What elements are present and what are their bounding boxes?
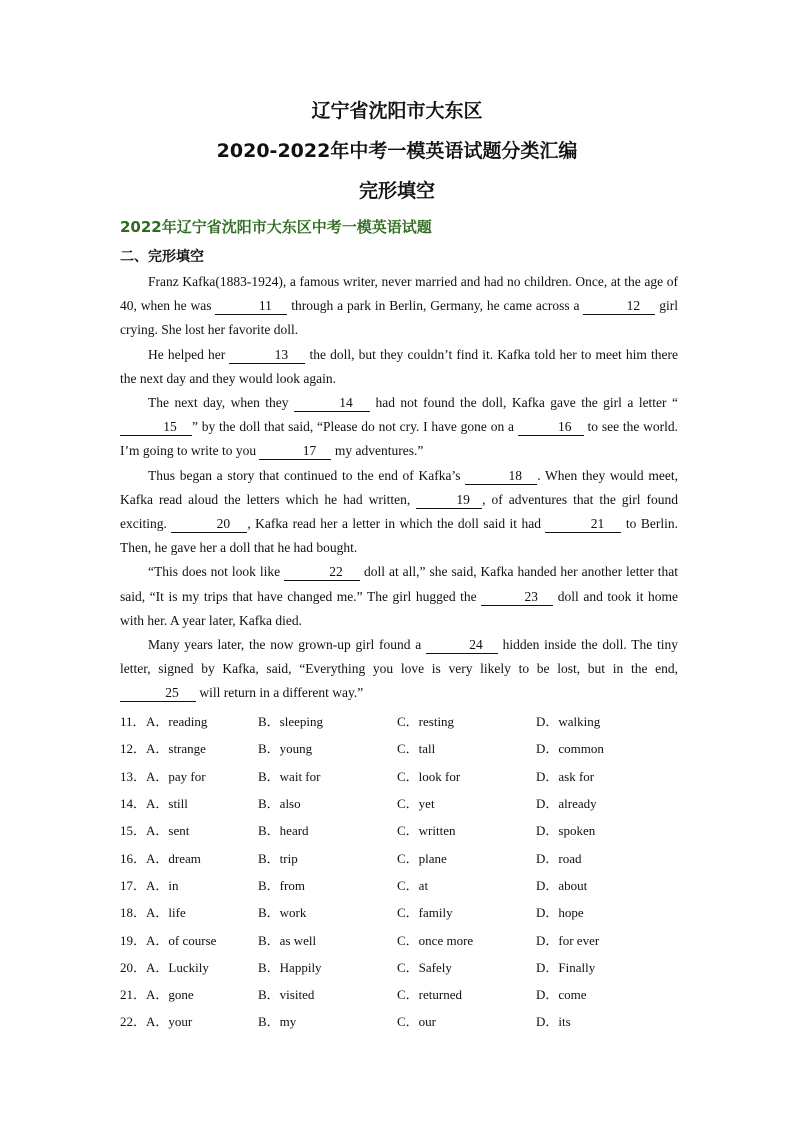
question-row xyxy=(120,953,680,980)
blank-22: 22 xyxy=(284,564,360,581)
option-d: D．for ever xyxy=(536,932,600,948)
option-d: D．about xyxy=(536,877,588,893)
question-row xyxy=(120,980,680,1007)
paragraph-1: Franz Kafka(1883-1924), a famous writer, never married and had no children. Once, at the age of 40, when he was 11 through a park in Berlin, Germany, he came across a 12 girl crying. She lost her favorite doll. xyxy=(120,274,679,338)
option-d: D．spoken xyxy=(536,823,596,839)
option-c: C．tall xyxy=(397,741,436,757)
blank-16: 16 xyxy=(518,419,584,436)
option-a: A．pay for xyxy=(146,768,206,784)
option-c: C．at xyxy=(397,877,429,893)
doc-title-region: 辽宁省沈阳市大东区 xyxy=(311,100,483,122)
option-b: B．work xyxy=(258,905,307,921)
option-c: C．our xyxy=(397,1014,437,1030)
question-row xyxy=(120,898,680,925)
blank-17: 17 xyxy=(259,443,331,460)
option-c: C．plane xyxy=(397,850,447,866)
option-d: D．its xyxy=(536,1014,571,1030)
question-number: 11． xyxy=(120,714,146,730)
option-c: C．once more xyxy=(397,932,474,948)
option-d: D．road xyxy=(536,850,582,866)
option-c: C．family xyxy=(397,905,453,921)
blank-24: 24 xyxy=(426,637,498,654)
blank-15: 15 xyxy=(120,419,192,436)
blank-20: 20 xyxy=(171,516,247,533)
question-number: 16． xyxy=(120,850,147,866)
option-b: B．from xyxy=(258,877,305,893)
option-b: B．trip xyxy=(258,850,298,866)
question-row xyxy=(120,734,680,761)
option-a: A．Luckily xyxy=(146,959,209,975)
question-row xyxy=(120,789,680,816)
question-row xyxy=(120,707,680,734)
exam-title: 2022年辽宁省沈阳市大东区中考一模英语试题 xyxy=(120,218,432,236)
option-a: A．sent xyxy=(146,823,190,839)
question-number: 21． xyxy=(120,987,147,1003)
option-b: B．also xyxy=(258,796,301,812)
paragraph-6: Many years later, the now grown-up girl found a 24 hidden inside the doll. The tiny letter, signed by Kafka, said, “Everything you love is very likely to be lost, but in the end, 25 will return in a different way.” xyxy=(120,637,678,701)
option-d: D．already xyxy=(536,796,597,812)
option-c: C．written xyxy=(397,823,456,839)
question-number: 19． xyxy=(120,932,147,948)
option-a: A．your xyxy=(146,1014,193,1030)
question-number: 15． xyxy=(120,823,147,839)
cloze-passage xyxy=(120,270,678,706)
option-b: B．young xyxy=(258,741,313,757)
option-a: A．still xyxy=(146,796,188,812)
option-b: B．as well xyxy=(258,932,317,948)
blank-25: 25 xyxy=(120,685,196,702)
blank-23: 23 xyxy=(481,589,553,606)
option-d: D．ask for xyxy=(536,768,595,784)
option-b: B．Happily xyxy=(258,959,322,975)
blank-18: 18 xyxy=(465,468,537,485)
question-number: 14． xyxy=(120,796,147,812)
paragraph-4: Thus began a story that continued to the end of Kafka’s 18 . When they would meet, Kafka read aloud the letters which he had written, 19 , of adventures that the girl found exciting. 20 , Kafka read her a letter in which the doll said it had 21 to Berlin. Then, he gave her a doll that he had bought. xyxy=(120,467,679,556)
question-row xyxy=(120,843,680,870)
blank-21: 21 xyxy=(545,516,621,533)
option-a: A．in xyxy=(146,877,179,893)
option-d: D．walking xyxy=(536,714,601,730)
blank-11: 11 xyxy=(215,298,287,315)
question-row xyxy=(120,1007,680,1034)
option-c: C．resting xyxy=(397,714,455,730)
option-c: C．look for xyxy=(397,768,461,784)
option-b: B．my xyxy=(258,1014,297,1030)
doc-title-topic: 完形填空 xyxy=(358,180,435,202)
option-d: D．hope xyxy=(536,905,584,921)
option-b: B．visited xyxy=(258,987,315,1003)
part-heading: 二、完形填空 xyxy=(120,249,204,265)
option-d: D．come xyxy=(536,987,587,1003)
option-c: C．Safely xyxy=(397,959,452,975)
question-row xyxy=(120,816,680,843)
blank-19: 19 xyxy=(416,492,482,509)
paragraph-3: The next day, when they 14 had not found the doll, Kafka gave the girl a letter “15 ” by the doll that said, “Please do not cry. I have gone on a 16 to see the world. I’m going to write to you 17 my adventures.” xyxy=(120,395,678,459)
option-b: B．sleeping xyxy=(258,714,323,730)
question-number: 13． xyxy=(120,768,147,784)
option-a: A．reading xyxy=(146,714,208,730)
blank-14: 14 xyxy=(294,395,370,412)
paragraph-5: “This does not look like 22 doll at all,” she said, Kafka handed her another letter that said, “It is my trips that have changed me.” The girl hugged the 23 doll and took it home with her. A year later, Kafka died. xyxy=(120,564,678,628)
question-row xyxy=(120,871,680,898)
option-c: C．returned xyxy=(397,987,462,1003)
question-number: 20． xyxy=(120,959,147,975)
option-c: C．yet xyxy=(397,796,435,812)
question-number: 17． xyxy=(120,877,147,893)
question-row xyxy=(120,762,680,789)
question-row xyxy=(120,925,680,952)
option-d: D．Finally xyxy=(536,959,596,975)
option-a: A．strange xyxy=(146,741,206,757)
question-number: 18． xyxy=(120,905,147,921)
doc-title-collection: 2020-2022年中考一模英语试题分类汇编 xyxy=(216,140,578,162)
option-a: A．gone xyxy=(146,987,194,1003)
option-a: A．life xyxy=(146,905,186,921)
option-a: A．of course xyxy=(146,932,217,948)
blank-13: 13 xyxy=(229,347,305,364)
blank-12: 12 xyxy=(583,298,655,315)
paragraph-2: He helped her 13 the doll, but they couldn’t find it. Kafka told her to meet him there the next day and they would look again. xyxy=(120,346,678,386)
question-number: 22． xyxy=(120,1014,147,1030)
question-number: 12． xyxy=(120,741,147,757)
option-a: A．dream xyxy=(146,850,201,866)
option-d: D．common xyxy=(536,741,604,757)
answer-options xyxy=(120,707,680,1035)
option-b: B．wait for xyxy=(258,768,321,784)
option-b: B．heard xyxy=(258,823,309,839)
